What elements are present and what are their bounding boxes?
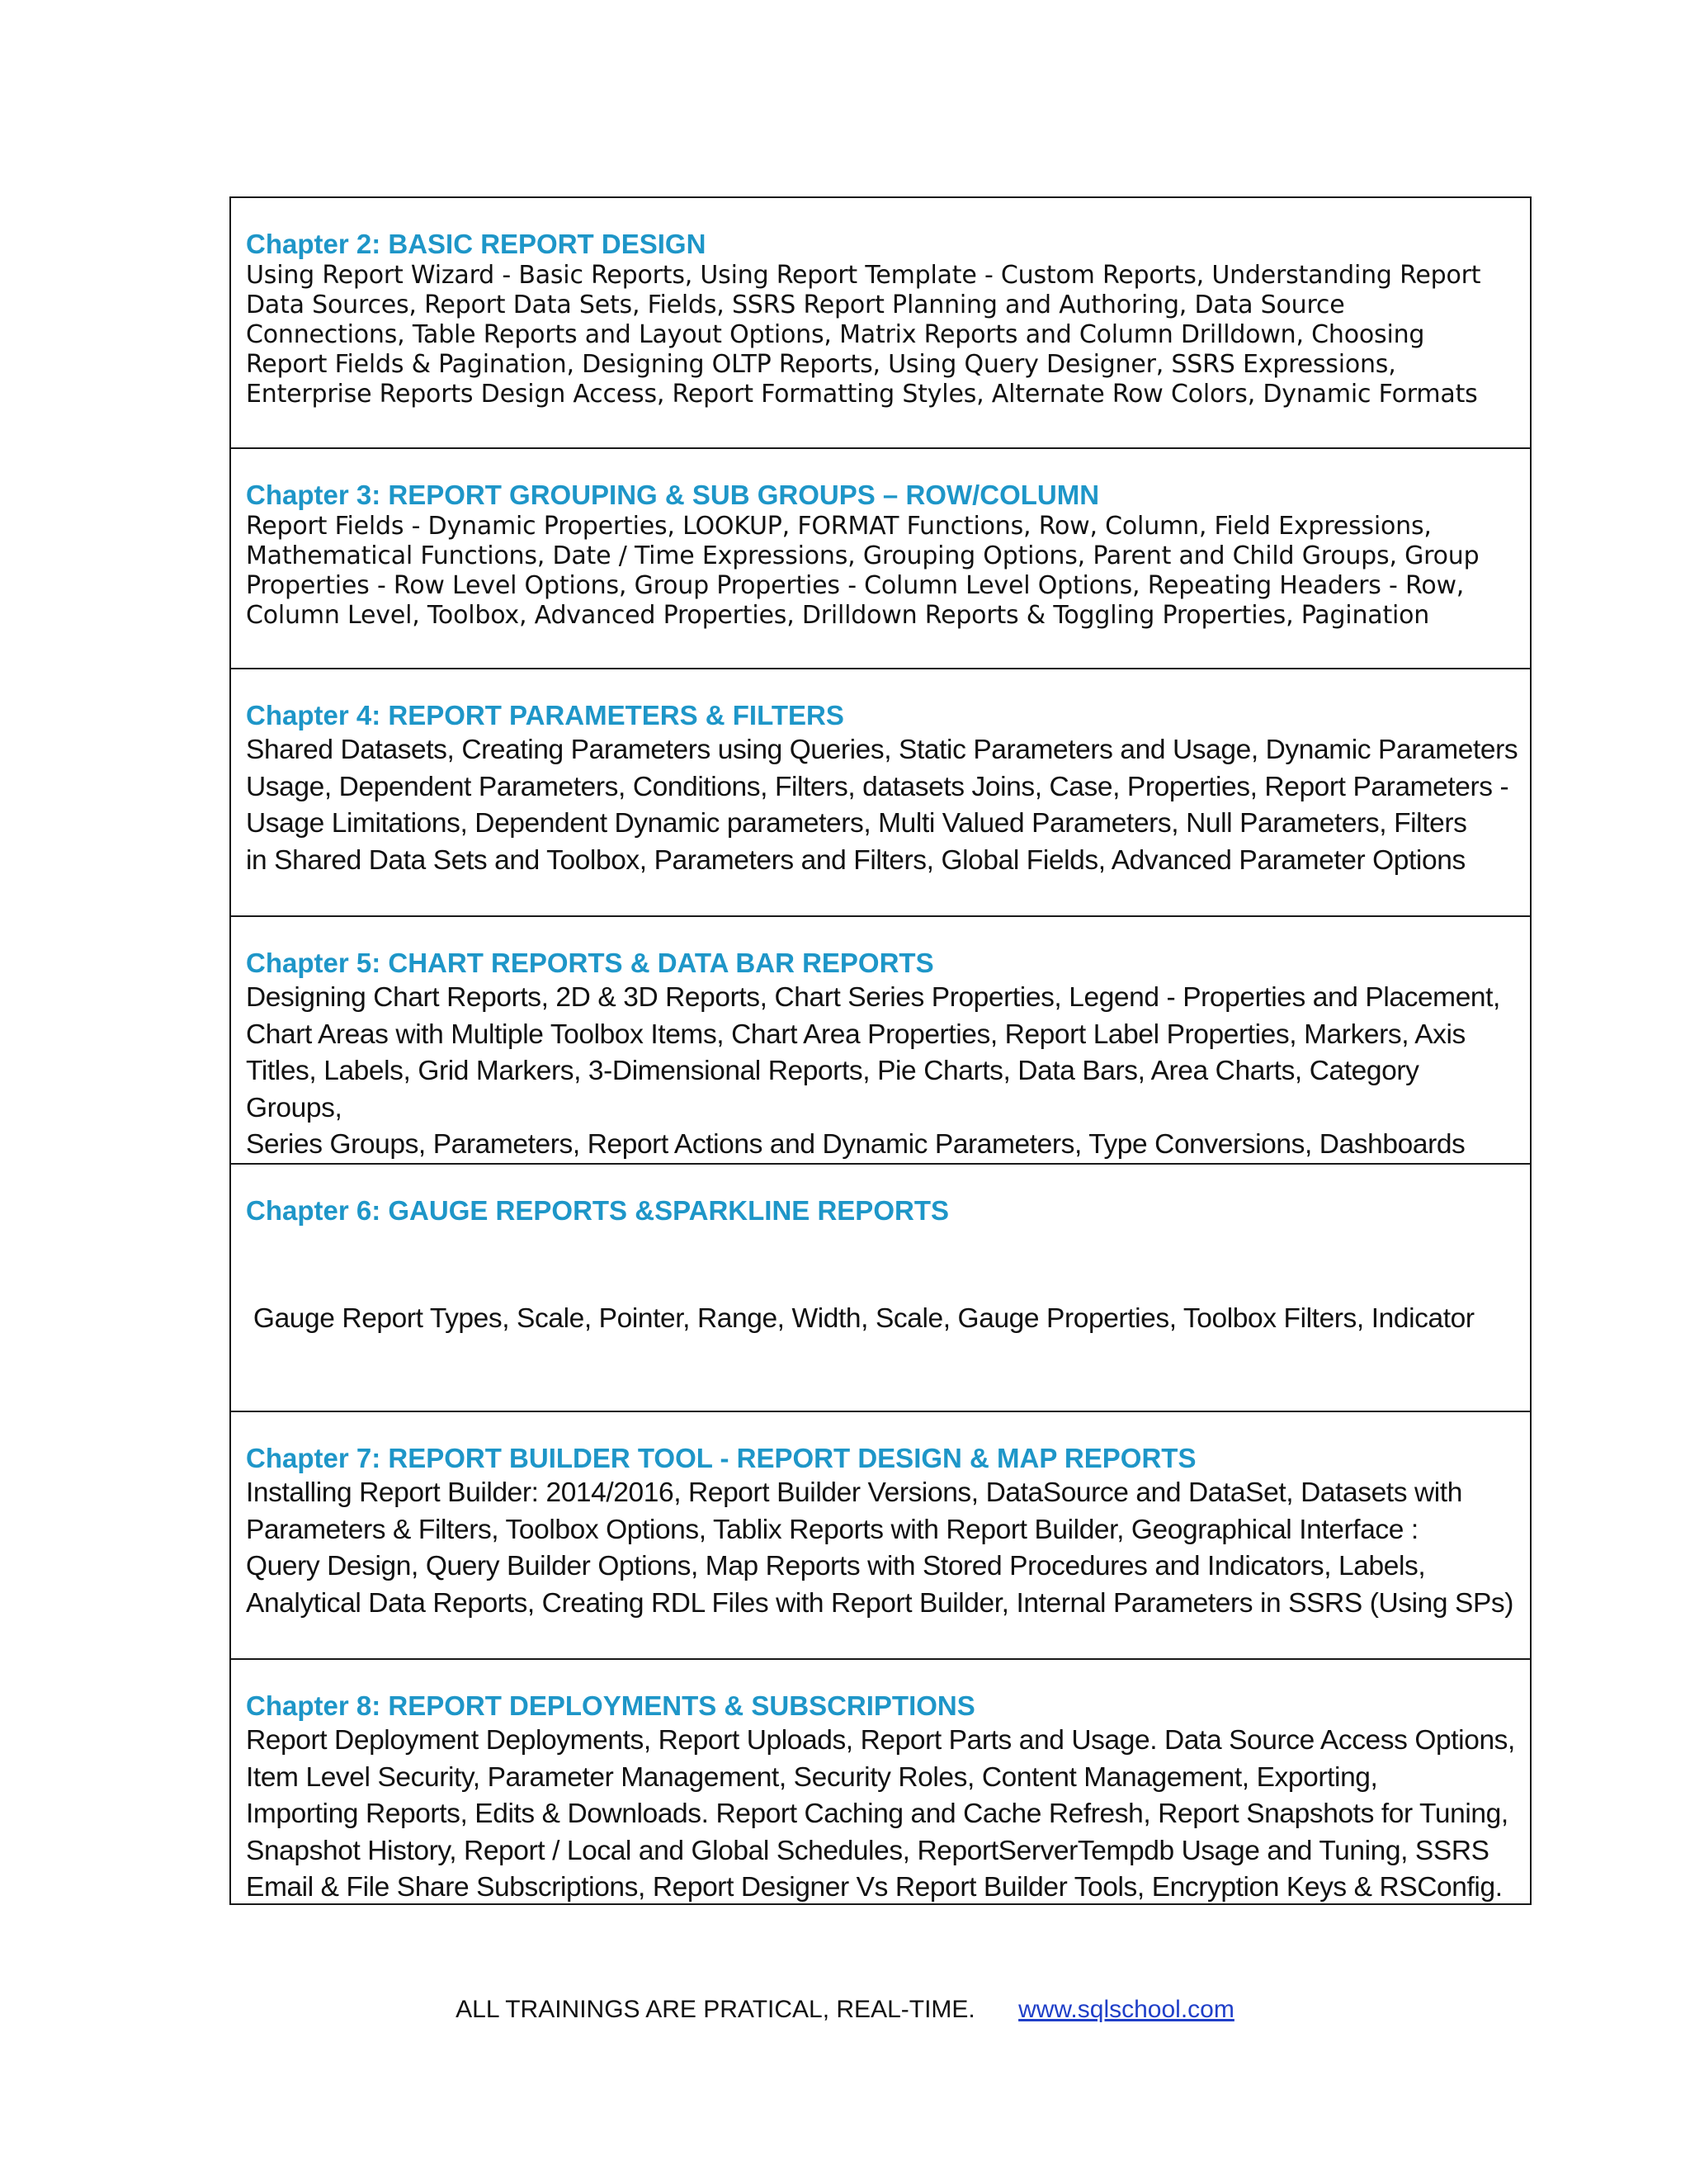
chapter-line: Snapshot History, Report / Local and Global Schedules, ReportServerTempdb Usage and Tuning, SSRS bbox=[246, 1835, 1489, 1866]
chapter-line: Enterprise Reports Design Access, Report Formatting Styles, Alternate Row Colors, Dynamic Formats bbox=[246, 380, 1478, 409]
chapter-line: Chart Areas with Multiple Toolbox Items, Chart Area Properties, Report Label Properties, Markers, Axis bbox=[246, 1019, 1466, 1050]
chapter-line: Email & File Share Subscriptions, Report Designer Vs Report Builder Tools, Encryption Keys & RSConfig. bbox=[246, 1872, 1503, 1903]
chapter-line: Usage, Dependent Parameters, Conditions, Filters, datasets Joins, Case, Properties, Report Parameters - bbox=[246, 771, 1509, 802]
chapter-description bbox=[246, 1723, 1518, 1903]
chapter-title: Chapter 6: GAUGE REPORTS &SPARKLINE REPORTS bbox=[246, 1195, 949, 1226]
chapter-8 bbox=[231, 1658, 1530, 1903]
chapter-line: Column Level, Toolbox, Advanced Properties, Drilldown Reports & Toggling Properties, Pagination bbox=[246, 601, 1430, 630]
footer-text: ALL TRAININGS ARE PRATICAL, REAL-TIME. bbox=[456, 1996, 975, 2023]
chapter-title: Chapter 8: REPORT DEPLOYMENTS & SUBSCRIPTIONS bbox=[246, 1690, 975, 1721]
chapter-description bbox=[246, 732, 1518, 879]
chapter-line: Data Sources, Report Data Sets, Fields, SSRS Report Planning and Authoring, Data Source bbox=[246, 291, 1345, 319]
chapter-2 bbox=[231, 198, 1530, 447]
chapter-line: Importing Reports, Edits & Downloads. Report Caching and Cache Refresh, Report Snapshots for Tuning, bbox=[246, 1799, 1508, 1829]
chapter-description bbox=[246, 1227, 1518, 1411]
chapter-line: Series Groups, Parameters, Report Actions and Dynamic Parameters, Type Conversions, Dashboards bbox=[246, 1129, 1466, 1160]
chapter-3 bbox=[231, 447, 1530, 668]
chapter-line: Parameters & Filters, Toolbox Options, Tablix Reports with Report Builder, Geographical Interface : bbox=[246, 1514, 1419, 1545]
chapter-line: Properties - Row Level Options, Group Properties - Column Level Options, Repeating Headers - Row, bbox=[246, 571, 1465, 600]
chapter-description bbox=[246, 1475, 1518, 1622]
chapter-7 bbox=[231, 1411, 1530, 1658]
chapter-line: Titles, Labels, Grid Markers, 3-Dimensional Reports, Pie Charts, Data Bars, Area Charts, Category Groups, bbox=[246, 1056, 1419, 1123]
chapter-title: Chapter 4: REPORT PARAMETERS & FILTERS bbox=[246, 700, 844, 730]
chapter-table bbox=[229, 196, 1532, 1905]
chapter-line: in Shared Data Sets and Toolbox, Parameters and Filters, Global Fields, Advanced Parameter Options bbox=[246, 844, 1466, 876]
chapter-line: Designing Chart Reports, 2D & 3D Reports, Chart Series Properties, Legend - Properties and Placement, bbox=[246, 982, 1500, 1013]
chapter-description bbox=[246, 261, 1518, 409]
chapter-line: Shared Datasets, Creating Parameters using Queries, Static Parameters and Usage, Dynamic Parameters bbox=[246, 735, 1518, 765]
chapter-title: Chapter 3: REPORT GROUPING & SUB GROUPS – ROW/COLUMN bbox=[246, 480, 1100, 510]
chapter-line: Using Report Wizard - Basic Reports, Using Report Template - Custom Reports, Understanding Report bbox=[246, 261, 1481, 290]
chapter-5 bbox=[231, 915, 1530, 1163]
website-link[interactable]: www.sqlschool.com bbox=[1018, 1996, 1234, 2023]
chapter-line: Installing Report Builder: 2014/2016, Report Builder Versions, DataSource and DataSet, Datasets with bbox=[246, 1477, 1462, 1508]
chapter-line: Usage Limitations, Dependent Dynamic parameters, Multi Valued Parameters, Null Parameters, Filters bbox=[246, 808, 1467, 839]
chapter-line: Connections, Table Reports and Layout Options, Matrix Reports and Column Drilldown, Choosing bbox=[246, 320, 1425, 349]
chapter-title: Chapter 2: BASIC REPORT DESIGN bbox=[246, 229, 706, 259]
chapter-line: Report Fields - Dynamic Properties, LOOKUP, FORMAT Functions, Row, Column, Field Expressions, bbox=[246, 512, 1432, 541]
chapter-title: Chapter 7: REPORT BUILDER TOOL - REPORT DESIGN & MAP REPORTS bbox=[246, 1443, 1197, 1473]
page-footer bbox=[0, 1996, 1690, 2024]
chapter-description bbox=[246, 980, 1518, 1163]
chapter-6 bbox=[231, 1163, 1530, 1411]
chapter-line: Gauge Report Types, Scale, Pointer, Range, Width, Scale, Gauge Properties, Toolbox Filters, Indicator bbox=[246, 1303, 1475, 1334]
chapter-line: Report Deployment Deployments, Report Uploads, Report Parts and Usage. Data Source Access Options, bbox=[246, 1725, 1515, 1756]
chapter-line: Query Design, Query Builder Options, Map Reports with Stored Procedures and Indicators, Labels, bbox=[246, 1551, 1426, 1581]
chapter-title: Chapter 5: CHART REPORTS & DATA BAR REPORTS bbox=[246, 948, 934, 978]
chapter-description bbox=[246, 512, 1518, 631]
chapter-line: Item Level Security, Parameter Management, Security Roles, Content Management, Exporting, bbox=[246, 1761, 1378, 1793]
chapter-line: Analytical Data Reports, Creating RDL Files with Report Builder, Internal Parameters in SSRS (Using SPs) bbox=[246, 1587, 1514, 1619]
chapter-line: Mathematical Functions, Date / Time Expressions, Grouping Options, Parent and Child Groups, Group bbox=[246, 541, 1480, 570]
chapter-line: Report Fields & Pagination, Designing OLTP Reports, Using Query Designer, SSRS Expressions, bbox=[246, 350, 1396, 379]
chapter-4 bbox=[231, 668, 1530, 915]
